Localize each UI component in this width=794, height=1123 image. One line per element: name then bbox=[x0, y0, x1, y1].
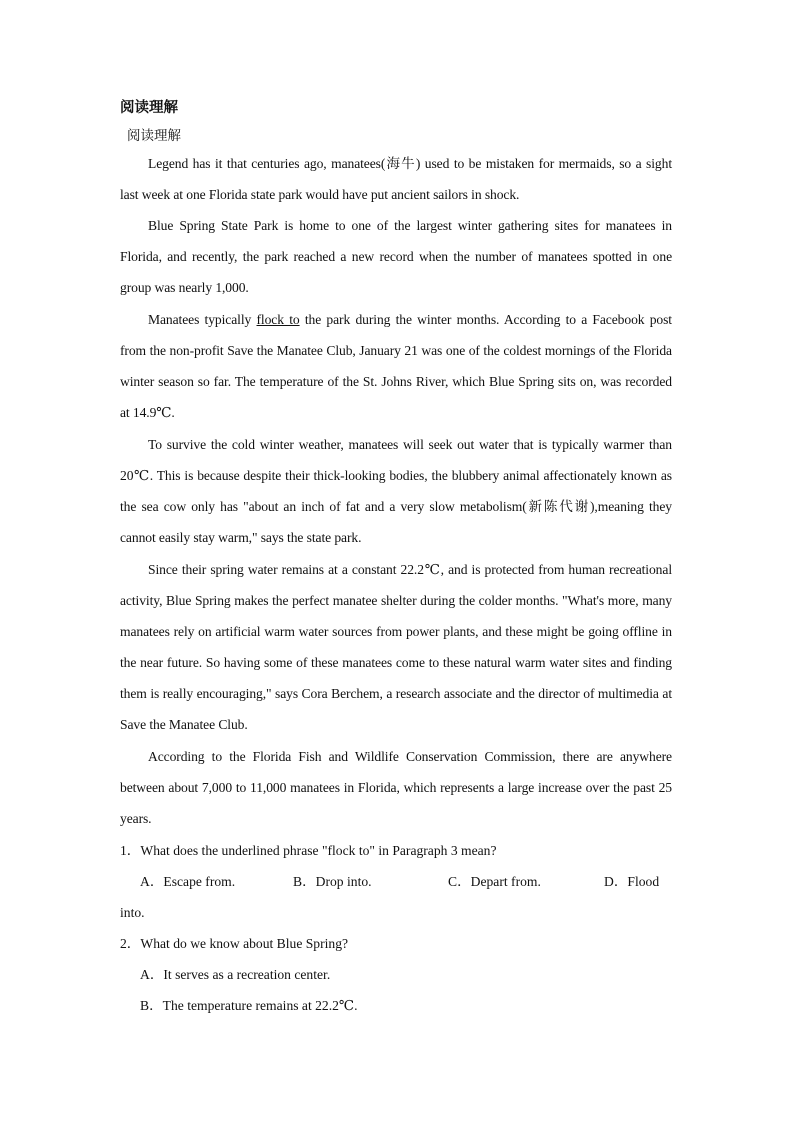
question-1-option-c: C．Depart from. bbox=[448, 874, 541, 889]
passage-paragraph-5: Since their spring water remains at a constant 22.2℃, and is protected from human recreational activity, Blue Spring makes the perfect manatee shelter during the colder months. "What's more, many manatees rely on artificial warm water sources from power plants, and these might be going offline in the near future. So having some of these manatees come to these natural warm water sites and finding them is really encouraging," says Cora Berchem, a research associate and the director of multimedia at Save the Manatee Club. bbox=[120, 562, 672, 732]
question-1-options bbox=[140, 866, 672, 897]
section-subheading: 阅读理解 bbox=[127, 128, 181, 144]
passage-paragraph-3 bbox=[120, 304, 672, 428]
underlined-phrase: flock to bbox=[256, 312, 300, 327]
question-2-stem: 2．What do we know about Blue Spring? bbox=[120, 936, 349, 951]
passage-paragraph-2: Blue Spring State Park is home to one of the largest winter gathering sites for manatees in Florida, and recently, the park reached a new record when the number of manatees spotted in one group was nearly 1,000. bbox=[120, 218, 672, 295]
question-1-option-a: A．Escape from. bbox=[140, 874, 236, 889]
question-2-option-b: B．The temperature remains at 22.2℃. bbox=[140, 998, 358, 1013]
passage-paragraph-1: Legend has it that centuries ago, manatees(海牛) used to be mistaken for mermaids, so a sight last week at one Florida state park would have put ancient sailors in shock. bbox=[120, 156, 672, 202]
question-1-option-b: B．Drop into. bbox=[293, 874, 372, 889]
section-heading: 阅读理解 bbox=[120, 100, 178, 116]
passage-paragraph-6: According to the Florida Fish and Wildlife Conservation Commission, there are anywhere between about 7,000 to 11,000 manatees in Florida, which represents a large increase over the past 25 years. bbox=[120, 749, 672, 826]
passage-paragraph-4: To survive the cold winter weather, manatees will seek out water that is typically warmer than 20℃. This is because despite their thick-looking bodies, the blubbery animal affectionately known as the sea cow only has "about an inch of fat and a very slow metabolism(新陈代谢),meaning they cannot easily stay warm," says the state park. bbox=[120, 437, 672, 545]
question-1-option-d: D．Flood bbox=[604, 874, 660, 889]
paragraph-3-rest: the park during the winter months. According to a Facebook post from the non-profit Save the Manatee Club, January 21 was one of the coldest mornings of the Florida winter season so far. The temperature of the St. Johns River, which Blue Spring sits on, was recorded at 14.9℃. bbox=[120, 312, 672, 420]
question-1-stem: 1．What does the underlined phrase "flock to" in Paragraph 3 mean? bbox=[120, 843, 497, 858]
paragraph-3-lead: Manatees typically bbox=[148, 312, 257, 327]
question-2-option-a: A．It serves as a recreation center. bbox=[140, 967, 331, 982]
question-1-option-d-wrap: into. bbox=[120, 905, 145, 920]
